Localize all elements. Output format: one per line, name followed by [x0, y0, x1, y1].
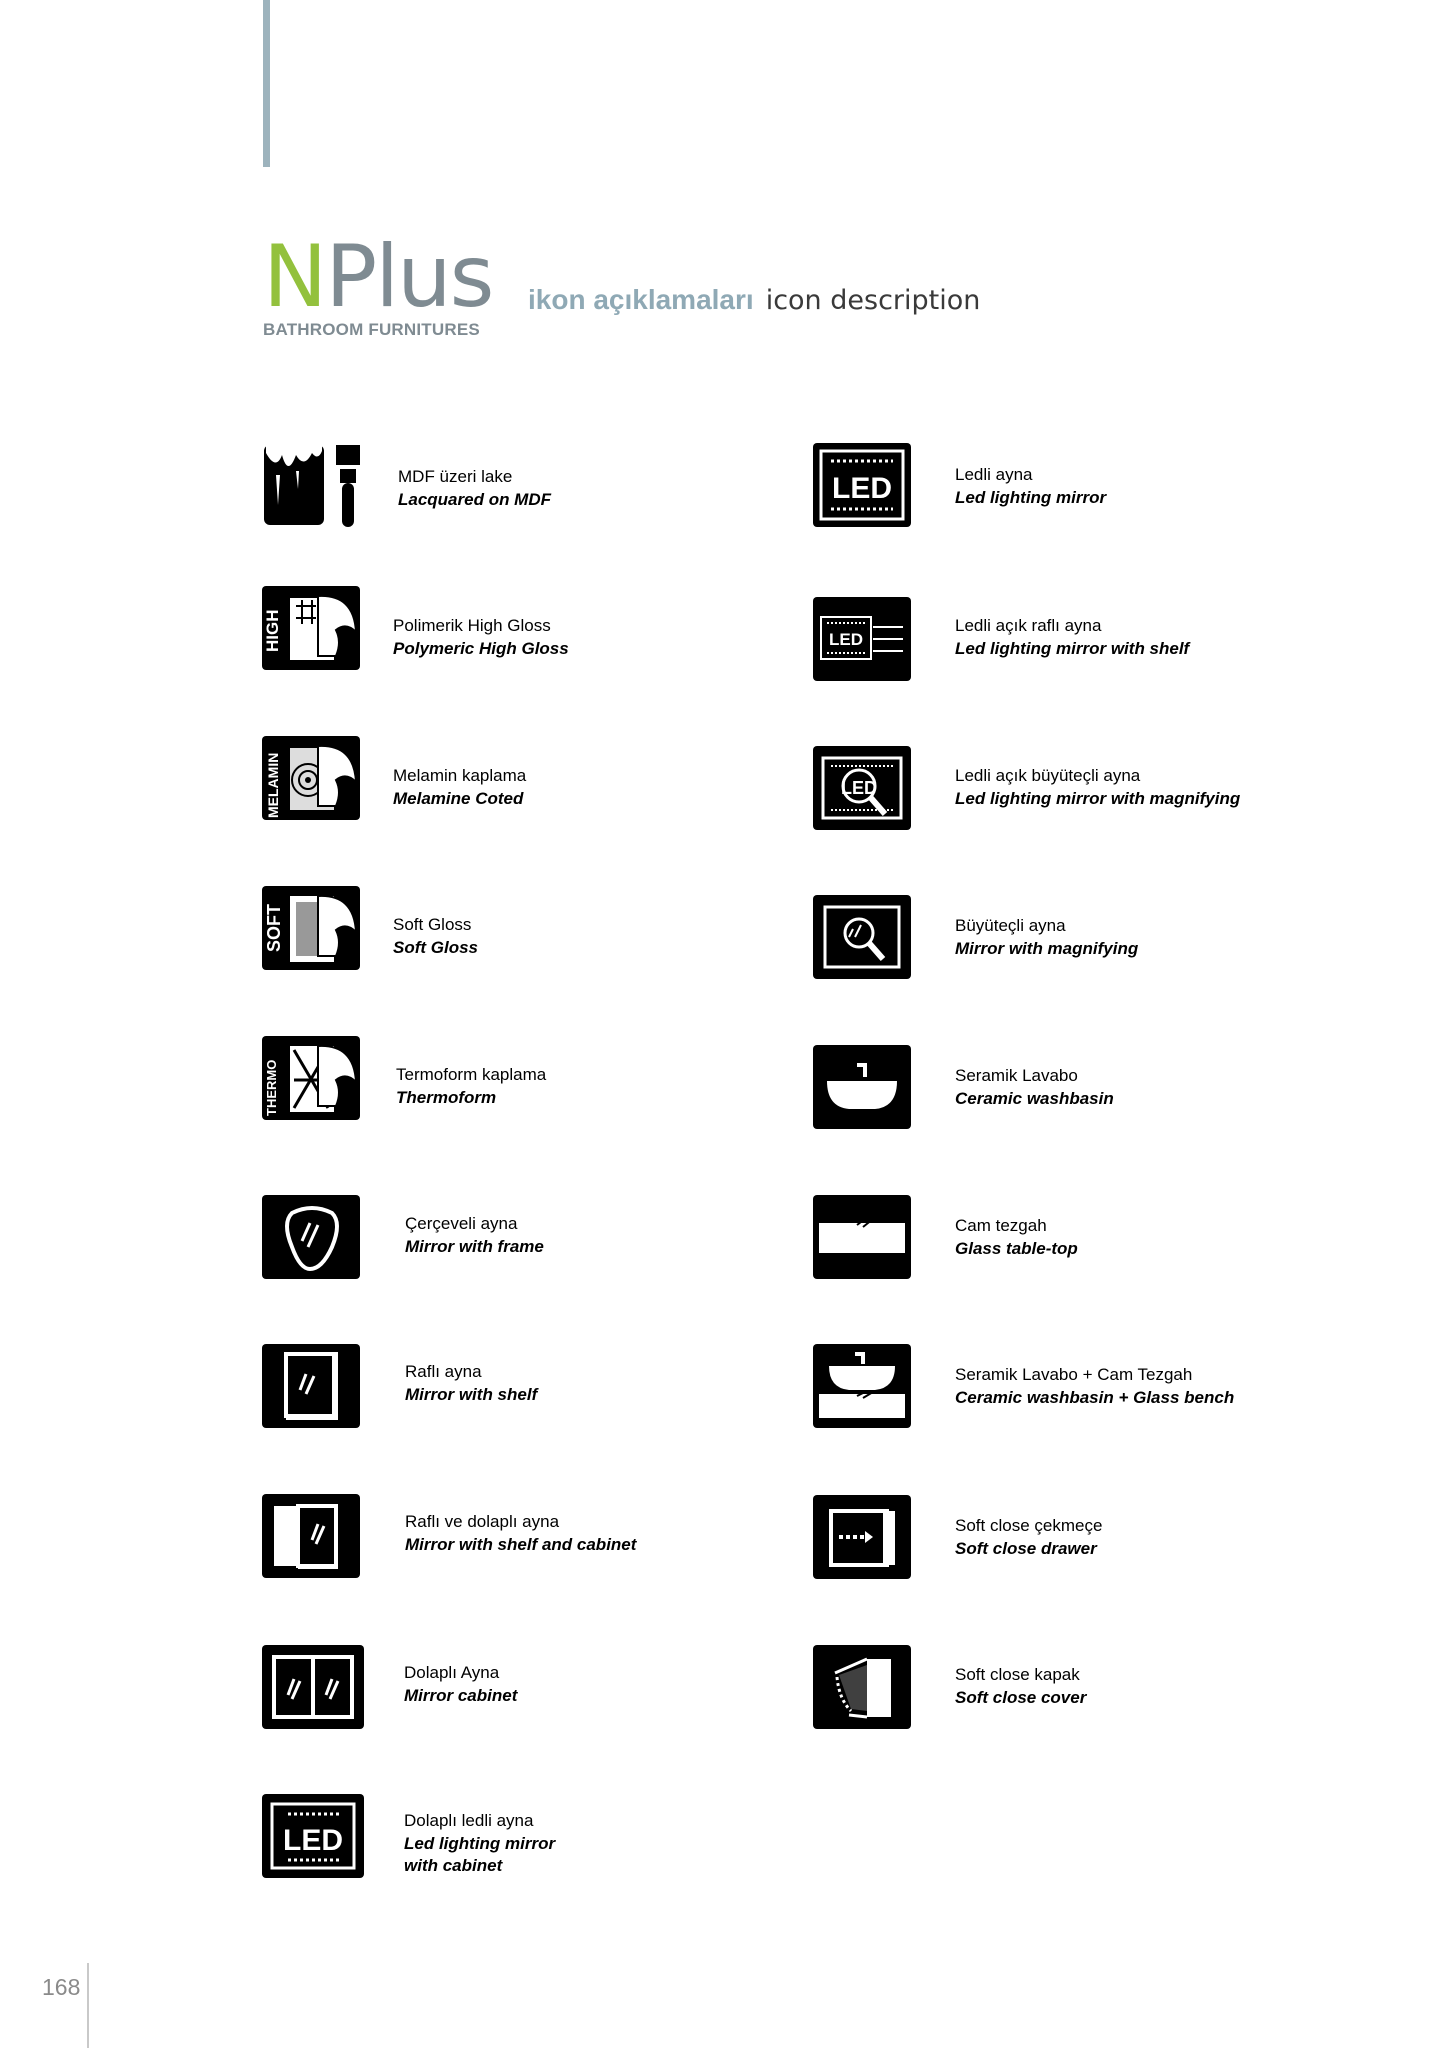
page-margin-line	[87, 1963, 89, 2048]
item-label-en: Ceramic washbasin + Glass bench	[955, 1388, 1235, 1407]
item-label-tr: Dolaplı ledli ayna	[404, 1811, 534, 1830]
icon-text: LED	[841, 778, 877, 798]
led-mirror-icon	[813, 443, 913, 529]
item-label-en: Mirror with frame	[405, 1237, 544, 1256]
icon-text: THERMO	[264, 1059, 279, 1116]
item-label-en: Thermoform	[396, 1088, 497, 1107]
high-gloss-icon	[262, 586, 362, 672]
mirror-cabinet-icon	[262, 1645, 366, 1731]
item-label-tr: Çerçeveli ayna	[405, 1214, 518, 1233]
item-label-en: Mirror with shelf	[405, 1385, 538, 1404]
item-label-en: Polymeric High Gloss	[393, 639, 569, 658]
icon-text: HIGH	[263, 609, 282, 652]
item-label-en: Melamine Coted	[393, 789, 524, 808]
item-label-tr: Polimerik High Gloss	[393, 616, 551, 635]
glass-tabletop-icon	[813, 1195, 913, 1281]
washbasin-glass-bench-icon	[813, 1344, 913, 1430]
heading-english: icon description	[765, 285, 981, 316]
mirror-shelf-icon	[262, 1344, 362, 1430]
icon-text: LED	[283, 1824, 343, 1857]
logo-wordmark	[263, 227, 493, 327]
logo-subtitle: BATHROOM FURNITURES	[263, 320, 480, 339]
item-label-tr: Seramik Lavabo + Cam Tezgah	[955, 1365, 1193, 1384]
thermoform-icon	[262, 1036, 362, 1122]
item-label-en: Lacquared on MDF	[398, 490, 552, 509]
lacquer-paint-icon	[262, 441, 362, 527]
led-mirror-cabinet-icon	[262, 1794, 366, 1880]
item-label-en: Soft close drawer	[955, 1539, 1097, 1558]
item-label-tr: Termoform kaplama	[396, 1065, 547, 1084]
item-label-en-line2: with cabinet	[404, 1856, 503, 1875]
item-label-tr: Seramik Lavabo	[955, 1066, 1078, 1085]
item-label-tr: MDF üzeri lake	[398, 467, 513, 486]
item-label-tr: Ledli ayna	[955, 465, 1033, 484]
soft-gloss-icon	[262, 886, 362, 972]
icon-text: LED	[832, 472, 892, 505]
heading-turkish: ikon açıklamaları	[528, 284, 754, 315]
framed-mirror-icon	[262, 1195, 362, 1281]
item-label-tr: Soft close kapak	[955, 1665, 1080, 1684]
item-label-en: Led lighting mirror with shelf	[955, 639, 1190, 658]
item-label-tr: Ledli açık raflı ayna	[955, 616, 1102, 635]
item-label-en: Mirror with magnifying	[955, 939, 1139, 958]
icon-text: SOFT	[264, 904, 284, 952]
item-label-tr: Dolaplı Ayna	[404, 1663, 500, 1682]
brand-logo	[263, 227, 493, 340]
item-label-en: Led lighting mirror	[955, 488, 1107, 507]
item-label-en: Led lighting mirror	[404, 1834, 556, 1853]
magnifier-mirror-icon	[813, 895, 913, 981]
mirror-shelf-cabinet-icon	[262, 1494, 362, 1580]
icon-text: LED	[829, 630, 863, 649]
item-label-en: Ceramic washbasin	[955, 1089, 1114, 1108]
item-label-tr: Raflı ve dolaplı ayna	[405, 1512, 560, 1531]
item-label-tr: Soft close çekmeçe	[955, 1516, 1103, 1535]
soft-close-cover-icon	[813, 1645, 913, 1731]
page-heading	[528, 284, 980, 316]
led-magnifier-mirror-icon	[813, 746, 913, 832]
item-label-en: Mirror cabinet	[404, 1686, 518, 1705]
item-label-en: Mirror with shelf and cabinet	[405, 1535, 637, 1554]
led-mirror-shelf-icon	[813, 597, 913, 683]
melamine-icon	[262, 736, 362, 822]
accent-bar	[263, 0, 270, 167]
ceramic-washbasin-icon	[813, 1045, 913, 1131]
item-label-tr: Raflı ayna	[405, 1362, 482, 1381]
page-number: 168	[42, 1974, 81, 2000]
icon-text: MELAMIN	[265, 752, 281, 818]
item-label-en: Soft close cover	[955, 1688, 1087, 1707]
soft-close-drawer-icon	[813, 1495, 913, 1581]
logo-letter-n: N	[263, 227, 326, 327]
item-label-en: Led lighting mirror with magnifying	[955, 789, 1241, 808]
item-label-tr: Cam tezgah	[955, 1216, 1047, 1235]
item-label-en: Glass table-top	[955, 1239, 1078, 1258]
item-label-en: Soft Gloss	[393, 938, 479, 957]
item-label-tr: Melamin kaplama	[393, 766, 527, 785]
item-label-tr: Soft Gloss	[393, 915, 472, 934]
logo-letters-plus: Plus	[325, 227, 493, 327]
item-label-tr: Ledli açık büyüteçli ayna	[955, 766, 1141, 785]
item-label-tr: Büyüteçli ayna	[955, 916, 1066, 935]
